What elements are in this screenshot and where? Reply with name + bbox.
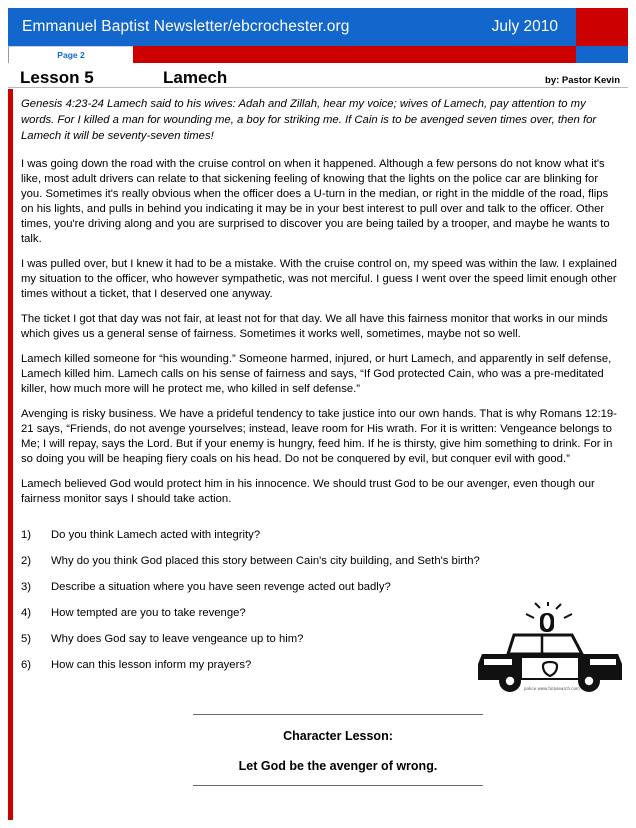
question-text: How tempted are you to take revenge? (51, 607, 246, 620)
body-paragraph: Lamech killed someone for “his wounding.” Someone harmed, injured, or hurt Lamech, and apparently in self defense, Lamech killed him. Lamech calls on his sense of fairness and says, “If God protected Cain, who was a pre-meditated killer, how much more will he protect me, who killed in self defense.” (21, 353, 612, 396)
question-number: 6) (21, 659, 32, 672)
masthead-banner (8, 8, 628, 46)
band-blue-block (576, 46, 628, 63)
body-paragraph: The ticket I got that day was not fair, at least not for that day. We all have this fairness monitor that works in our minds which gives us a general sense of fairness. Sometimes it works well, sometimes, maybe not so well. (21, 313, 608, 341)
article-content (21, 89, 621, 685)
scripture-quote: Genesis 4:23-24 Lamech said to his wives: Adah and Zillah, hear my voice; wives of Lamech, pay attention to my words. For I killed a man for wounding me, a boy for striking me. If Cain is to be avenged seven times over, then for Lamech it will be seventy-seven times! (21, 98, 597, 143)
lesson-header-row (8, 63, 628, 88)
body-paragraph: Lamech believed God would protect him in his innocence. We should trust God to be our avenger, even though our fairness monitor says I should take action. (21, 478, 595, 506)
masthead-red-block (576, 8, 628, 46)
clipart-watermark-caption: police www.fotosearch.com (524, 686, 580, 691)
question-number: 5) (21, 633, 32, 646)
character-lesson-statement: Let God be the avenger of wrong. (238, 759, 438, 773)
question-number: 1) (21, 529, 32, 542)
author-byline: by: Pastor Kevin (545, 75, 620, 86)
police-car-icon (474, 602, 626, 697)
question-text: How can this lesson inform my prayers? (51, 659, 252, 672)
left-red-rule (8, 89, 13, 820)
question-number: 3) (21, 581, 32, 594)
character-lesson-heading: Character Lesson: (283, 729, 393, 743)
question-number: 4) (21, 607, 32, 620)
question-text: Why do you think God placed this story between Cain's city building, and Seth's birth? (51, 555, 480, 568)
question-number: 2) (21, 555, 32, 568)
question-text: Do you think Lamech acted with integrity? (51, 529, 261, 542)
page-number-tab (8, 46, 133, 63)
divider-bottom (193, 785, 483, 786)
list-item (21, 581, 621, 593)
lesson-number: Lesson 5 (20, 68, 94, 88)
body-paragraph: I was pulled over, but I knew it had to be a mistake. With the cruise control on, my speed was within the law. I explained my situation to the officer, who however sympathetic, was not merciful. I guess I went over the speed limit enough other times without a ticket, that I deserved one anyway. (21, 258, 617, 301)
question-text: Describe a situation where you have seen revenge acted out badly? (51, 581, 391, 594)
body-paragraph: I was going down the road with the cruise control on when it happened. Although a few persons do not know what it's like, most adult drivers can relate to that sickening feeling of knowing that the lights on the police car are blinking for you. Sometimes it's really obvious when the officer does a U-turn in the median, or right in the middle of the road, flips on his lights, and pulls in behind you indicating it may be in your best interest to pull over and talk to the officer. Other times, you're driving along and you are surprised to discover you are being tailed by a trooper, and maybe he wants to talk. (21, 158, 610, 246)
list-item (21, 529, 621, 541)
issue-date: July 2010 (491, 18, 558, 35)
lesson-title: Lamech (163, 68, 228, 88)
list-item (21, 555, 621, 567)
page-number-label: Page 2 (57, 50, 85, 60)
character-lesson-block (193, 714, 483, 786)
newsletter-title: Emmanuel Baptist Newsletter/ebcrochester.org (22, 18, 350, 35)
page-tab-band (8, 46, 628, 63)
masthead-blue-bar (8, 8, 576, 46)
article-body (8, 89, 628, 820)
question-text: Why does God say to leave vengeance up to him? (51, 633, 304, 646)
body-paragraph: Avenging is risky business. We have a prideful tendency to take justice into our own hands. That is why Romans 12:19-21 says, “Friends, do not avenge yourselves; instead, leave room for His wrath. For it is written: Vengeance belongs to Me; I will repay, says the Lord. But if your enemy is hungry, feed him. If he is thirsty, give him something to drink. For in so doing you will be heaping fiery coals on his head. Do not be conquered by evil, but conquer evil with good.” (21, 408, 617, 466)
band-red-bar (133, 46, 576, 63)
